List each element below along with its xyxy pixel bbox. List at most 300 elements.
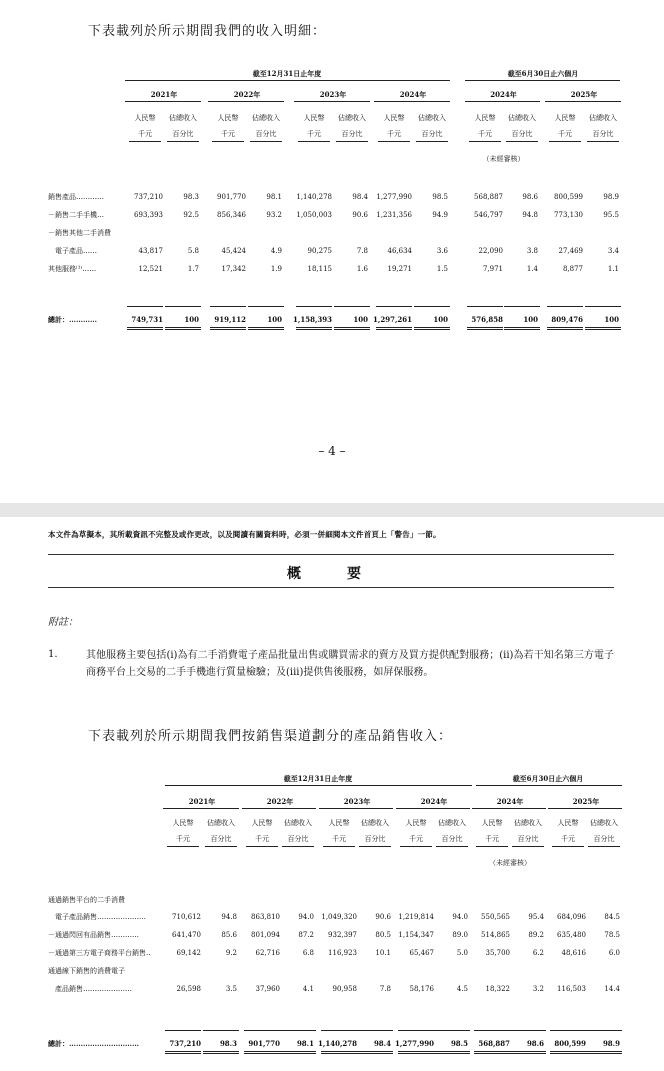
- document-page-4: [0, 0, 664, 503]
- total-double-rule: [321, 1051, 357, 1054]
- percent-unit-header: 百分比: [364, 835, 386, 843]
- total-double-rule: [550, 1051, 586, 1054]
- percent-unit-header: 百分比: [421, 130, 443, 138]
- percentage-column-header: 佔總收入: [508, 114, 536, 122]
- rmb-column-header: 人民幣: [405, 819, 427, 827]
- row-label: －通過第三方電子商務平台銷售‥: [48, 949, 151, 957]
- total-double-rule: [504, 327, 540, 330]
- table-cell: 1,050,003: [296, 211, 332, 219]
- row-label: 產品銷售…………………: [48, 985, 132, 993]
- rmb-column-header: 人民幣: [328, 819, 350, 827]
- rmb-column-header: 人民幣: [554, 114, 576, 122]
- row-label: －銷售二手手機…: [48, 211, 104, 219]
- column-header-rule: [588, 846, 620, 847]
- table-cell: 95.4: [528, 913, 544, 921]
- total-cell: 1,158,393: [293, 315, 332, 324]
- subtotal-rule: [165, 306, 201, 307]
- interim-period-rule: [476, 785, 622, 786]
- thousand-unit-header: 千元: [485, 835, 499, 843]
- thousand-unit-header: 千元: [478, 130, 492, 138]
- column-header-rule: [212, 141, 244, 142]
- table-cell: 550,565: [481, 913, 510, 921]
- subtotal-rule: [244, 1030, 280, 1031]
- thousand-unit-header: 千元: [332, 835, 346, 843]
- table-cell: 116,923: [328, 949, 357, 957]
- subtotal-rule: [248, 306, 284, 307]
- column-header-rule: [469, 141, 501, 142]
- percent-unit-header: 百分比: [511, 130, 533, 138]
- year-header: 2021年: [188, 797, 216, 806]
- table-cell: 8,877: [562, 265, 583, 273]
- percentage-column-header: 佔總收入: [169, 114, 197, 122]
- unaudited-note: （未經審核）: [489, 859, 531, 867]
- total-label: 總計：…………………………: [48, 1039, 139, 1048]
- percentage-column-header: 佔總收入: [207, 819, 235, 827]
- percent-unit-header: 百分比: [593, 835, 615, 843]
- table-cell: 1.5: [436, 265, 448, 273]
- percentage-column-header: 佔總收入: [284, 819, 312, 827]
- percentage-column-header: 佔總收入: [438, 819, 466, 827]
- section-title: 概 要: [287, 566, 377, 582]
- table-cell: 1.7: [187, 265, 199, 273]
- column-header-rule: [298, 141, 330, 142]
- total-cell: 98.9: [602, 1039, 620, 1048]
- total-cell: 749,731: [131, 315, 163, 324]
- table-cell: 7,971: [482, 265, 503, 273]
- column-header-rule: [167, 141, 199, 142]
- table-cell: 98.9: [603, 193, 619, 201]
- table-cell: 98.4: [352, 193, 368, 201]
- total-double-rule: [586, 1051, 622, 1054]
- table-cell: 901,770: [217, 193, 246, 201]
- table-cell: 92.5: [183, 211, 199, 219]
- row-label: 銷售產品…………: [48, 193, 104, 201]
- page-separator: [0, 503, 664, 517]
- percentage-column-header: 佔總收入: [338, 114, 366, 122]
- table-cell: 4.1: [302, 985, 314, 993]
- percent-unit-header: 百分比: [255, 130, 277, 138]
- year-header: 2022年: [266, 797, 294, 806]
- table-cell: 26,598: [176, 985, 201, 993]
- table-cell: 93.2: [266, 211, 282, 219]
- year-header: 2025年: [570, 90, 598, 99]
- total-double-rule: [296, 327, 332, 330]
- total-cell: 100: [267, 315, 282, 324]
- table-cell: 9.2: [225, 949, 237, 957]
- percentage-column-header: 佔總收入: [514, 819, 542, 827]
- total-double-rule: [280, 1051, 316, 1054]
- note-text: 其他服務主要包括(i)為有二手消費電子產品批量出售或購買需求的賣方及買方提供配對服務；(ii)為若干知名第三方電子商務平台上交易的二手手機進行質量檢驗；及(iii)提供售後服務，如屏保服務。: [86, 650, 614, 678]
- rmb-column-header: 人民幣: [481, 819, 503, 827]
- table-cell: 35,700: [485, 949, 510, 957]
- total-cell: 576,858: [471, 315, 503, 324]
- year-rule: [208, 101, 284, 102]
- total-double-rule: [203, 1051, 239, 1054]
- percentage-column-header: 佔總收入: [590, 819, 618, 827]
- year-rule: [548, 808, 622, 809]
- annual-period-header: 截至12月31日止年度: [252, 69, 322, 78]
- table-cell: 46,634: [387, 247, 412, 255]
- percent-unit-header: 百分比: [517, 835, 539, 843]
- thousand-unit-header: 千元: [138, 130, 152, 138]
- table-cell: 58,176: [409, 985, 434, 993]
- column-header-rule: [359, 846, 391, 847]
- table-cell: 1,219,814: [398, 913, 434, 921]
- year-header: 2022年: [233, 90, 261, 99]
- table-cell: 1.1: [607, 265, 619, 273]
- total-cell: 809,476: [551, 315, 583, 324]
- rmb-column-header: 人民幣: [134, 114, 156, 122]
- year-header: 2021年: [150, 90, 178, 99]
- channel-breakdown-intro: 下表載列於所示期間我們按銷售渠道劃分的產品銷售收入：: [88, 729, 453, 744]
- table-cell: 43,817: [138, 247, 163, 255]
- column-header-rule: [476, 846, 508, 847]
- draft-disclaimer: 本文件為草擬本，其所載資訊不完整及或作更改，以及閱讀有關資料時，必須一併細閱本文件首頁上「警告」一節。: [48, 530, 441, 539]
- column-header-rule: [246, 846, 278, 847]
- column-header-rule: [378, 141, 410, 142]
- row-label: －銷售其他二手消費: [48, 229, 111, 237]
- total-cell: 98.4: [373, 1039, 391, 1048]
- table-cell: 45,424: [221, 247, 246, 255]
- subtotal-rule: [585, 306, 621, 307]
- table-cell: 14.4: [604, 985, 620, 993]
- subtotal-rule: [210, 306, 246, 307]
- table-cell: 1,154,347: [398, 931, 434, 939]
- rmb-column-header: 人民幣: [172, 819, 194, 827]
- total-double-rule: [474, 1051, 510, 1054]
- table-cell: 18,322: [485, 985, 510, 993]
- table-cell: 65,467: [409, 949, 434, 957]
- table-cell: 863,810: [251, 913, 280, 921]
- table-cell: 1,049,320: [321, 913, 357, 921]
- column-header-rule: [416, 141, 448, 142]
- table-cell: 27,469: [558, 247, 583, 255]
- table-cell: 1.6: [356, 265, 368, 273]
- year-header: 2023年: [319, 90, 347, 99]
- table-cell: 4.9: [270, 247, 282, 255]
- column-header-rule: [129, 141, 161, 142]
- rmb-column-header: 人民幣: [383, 114, 405, 122]
- year-header: 2024年: [496, 797, 524, 806]
- percent-unit-header: 百分比: [592, 130, 614, 138]
- year-rule: [465, 101, 540, 102]
- subtotal-rule: [321, 1030, 357, 1031]
- table-cell: 546,797: [474, 211, 503, 219]
- total-double-rule: [357, 1051, 393, 1054]
- total-cell: 568,887: [478, 1039, 510, 1048]
- table-cell: 98.3: [183, 193, 199, 201]
- table-cell: 4.5: [456, 985, 468, 993]
- column-header-rule: [250, 141, 282, 142]
- table-cell: 90,958: [332, 985, 357, 993]
- table-cell: 62,716: [255, 949, 280, 957]
- annual-period-header: 截至12月31日止年度: [283, 774, 353, 783]
- table-cell: 87.2: [298, 931, 314, 939]
- annual-period-rule: [165, 785, 472, 786]
- column-header-rule: [167, 846, 199, 847]
- rmb-column-header: 人民幣: [557, 819, 579, 827]
- row-label: 電子產品……: [48, 247, 97, 255]
- thousand-unit-header: 千元: [387, 130, 401, 138]
- table-cell: 80.5: [375, 931, 391, 939]
- table-cell: 37,960: [255, 985, 280, 993]
- total-double-rule: [210, 327, 246, 330]
- table-cell: 12,521: [138, 265, 163, 273]
- row-label: －通過閃回有品銷售…………: [48, 931, 139, 939]
- table-cell: 98.5: [432, 193, 448, 201]
- percent-unit-header: 百分比: [287, 835, 309, 843]
- total-cell: 737,210: [169, 1039, 201, 1048]
- rmb-column-header: 人民幣: [251, 819, 273, 827]
- table-cell: 94.0: [298, 913, 314, 921]
- unaudited-note: （未經審核）: [482, 155, 525, 163]
- document-page-summary: [0, 517, 664, 1071]
- total-cell: 100: [604, 315, 619, 324]
- column-header-rule: [400, 846, 432, 847]
- total-cell: 1,140,278: [318, 1039, 357, 1048]
- table-cell: 801,094: [251, 931, 280, 939]
- total-cell: 98.1: [296, 1039, 314, 1048]
- subtotal-rule: [414, 306, 450, 307]
- table-cell: 7.8: [356, 247, 368, 255]
- table-cell: 5.0: [456, 949, 468, 957]
- table-cell: 18,115: [307, 265, 332, 273]
- percent-unit-header: 百分比: [441, 835, 463, 843]
- subtotal-rule: [165, 1030, 201, 1031]
- interim-period-rule: [465, 80, 620, 81]
- total-cell: 919,112: [214, 315, 246, 324]
- table-cell: 89.0: [452, 931, 468, 939]
- subtotal-rule: [547, 306, 583, 307]
- total-double-rule: [165, 1051, 201, 1054]
- table-cell: 514,865: [481, 931, 510, 939]
- total-double-rule: [165, 327, 201, 330]
- column-header-rule: [282, 846, 314, 847]
- subtotal-rule: [376, 306, 412, 307]
- row-label: 其他服務⁽¹⁾……: [48, 265, 97, 273]
- total-label: 總計：…………: [48, 315, 97, 324]
- table-cell: 5.8: [187, 247, 199, 255]
- table-cell: 116,503: [557, 985, 586, 993]
- subtotal-rule: [280, 1030, 316, 1031]
- interim-period-header: 截至6月30日止六個月: [507, 69, 579, 78]
- subtotal-rule: [334, 306, 370, 307]
- total-cell: 100: [353, 315, 368, 324]
- total-cell: 100: [433, 315, 448, 324]
- row-label: 通過銷售平台的二手消費: [48, 896, 125, 904]
- table-cell: 95.5: [603, 211, 619, 219]
- table-cell: 773,130: [554, 211, 583, 219]
- total-double-rule: [547, 327, 583, 330]
- percent-unit-header: 百分比: [172, 130, 194, 138]
- rmb-column-header: 人民幣: [217, 114, 239, 122]
- total-double-rule: [398, 1051, 434, 1054]
- table-cell: 17,342: [221, 265, 246, 273]
- column-header-rule: [205, 846, 237, 847]
- year-header: 2025年: [572, 797, 600, 806]
- percent-unit-header: 百分比: [341, 130, 363, 138]
- total-double-rule: [510, 1051, 546, 1054]
- subtotal-rule: [203, 1030, 239, 1031]
- year-rule: [545, 101, 621, 102]
- table-cell: 3.8: [526, 247, 538, 255]
- total-cell: 1,297,261: [373, 315, 412, 324]
- total-cell: 901,770: [248, 1039, 280, 1048]
- note-number: 1.: [48, 649, 58, 660]
- thousand-unit-header: 千元: [307, 130, 321, 138]
- subtotal-rule: [504, 306, 540, 307]
- table-cell: 94.0: [452, 913, 468, 921]
- subtotal-rule: [296, 306, 332, 307]
- table-cell: 90,275: [307, 247, 332, 255]
- table-cell: 84.5: [604, 913, 620, 921]
- percentage-column-header: 佔總收入: [589, 114, 617, 122]
- subtotal-rule: [550, 1030, 586, 1031]
- column-header-rule: [323, 846, 355, 847]
- table-cell: 69,142: [176, 949, 201, 957]
- subtotal-rule: [467, 306, 503, 307]
- thousand-unit-header: 千元: [558, 130, 572, 138]
- subtotal-rule: [357, 1030, 393, 1031]
- column-header-rule: [506, 141, 538, 142]
- table-cell: 6.2: [532, 949, 544, 957]
- total-cell: 1,277,990: [395, 1039, 434, 1048]
- table-cell: 1,231,356: [376, 211, 412, 219]
- column-header-rule: [552, 846, 584, 847]
- year-rule: [319, 808, 393, 809]
- rmb-column-header: 人民幣: [474, 114, 496, 122]
- total-double-rule: [248, 327, 284, 330]
- table-cell: 856,346: [217, 211, 246, 219]
- revenue-breakdown-intro: 下表載列於所示期間我們的收入明細：: [88, 24, 327, 39]
- thousand-unit-header: 千元: [221, 130, 235, 138]
- table-cell: 1,277,990: [376, 193, 412, 201]
- total-cell: 100: [184, 315, 199, 324]
- table-cell: 6.0: [608, 949, 620, 957]
- table-cell: 19,271: [387, 265, 412, 273]
- total-cell: 100: [523, 315, 538, 324]
- percentage-column-header: 佔總收入: [252, 114, 280, 122]
- table-cell: 94.9: [432, 211, 448, 219]
- table-cell: 693,393: [134, 211, 163, 219]
- total-double-rule: [414, 327, 450, 330]
- table-cell: 90.6: [375, 913, 391, 921]
- subtotal-rule: [586, 1030, 622, 1031]
- year-header: 2023年: [343, 797, 371, 806]
- subtotal-rule: [398, 1030, 434, 1031]
- rmb-column-header: 人民幣: [303, 114, 325, 122]
- total-double-rule: [334, 327, 370, 330]
- table-cell: 568,887: [474, 193, 503, 201]
- table-cell: 22,090: [478, 247, 503, 255]
- year-rule: [242, 808, 316, 809]
- table-cell: 3.2: [532, 985, 544, 993]
- column-header-rule: [336, 141, 368, 142]
- total-cell: 800,599: [554, 1039, 586, 1048]
- table-cell: 3.6: [436, 247, 448, 255]
- table-cell: 94.8: [221, 913, 237, 921]
- interim-period-header: 截至6月30日止六個月: [512, 774, 584, 783]
- subtotal-rule: [474, 1030, 510, 1031]
- total-cell: 98.6: [526, 1039, 544, 1048]
- row-label: 電子產品銷售…………………: [48, 913, 146, 921]
- table-cell: 90.6: [352, 211, 368, 219]
- total-cell: 98.3: [219, 1039, 237, 1048]
- subtotal-rule: [434, 1030, 470, 1031]
- year-header: 2024年: [420, 797, 448, 806]
- table-cell: 1,140,278: [296, 193, 332, 201]
- thousand-unit-header: 千元: [561, 835, 575, 843]
- column-header-rule: [436, 846, 468, 847]
- table-cell: 641,470: [172, 931, 201, 939]
- subtotal-rule: [127, 306, 163, 307]
- total-double-rule: [376, 327, 412, 330]
- column-header-rule: [587, 141, 619, 142]
- page-number: – 4 –: [318, 444, 346, 458]
- total-cell: 98.5: [450, 1039, 468, 1048]
- row-label: 通過線下銷售的消費電子: [48, 967, 125, 975]
- year-rule: [125, 101, 201, 102]
- table-cell: 800,599: [554, 193, 583, 201]
- table-cell: 3.5: [225, 985, 237, 993]
- table-cell: 3.4: [607, 247, 619, 255]
- table-cell: 1.9: [270, 265, 282, 273]
- table-cell: 635,480: [557, 931, 586, 939]
- percentage-column-header: 佔總收入: [418, 114, 446, 122]
- table-cell: 48,616: [561, 949, 586, 957]
- column-header-rule: [512, 846, 544, 847]
- year-rule: [396, 808, 470, 809]
- table-cell: 6.8: [302, 949, 314, 957]
- header-rule-bottom: [48, 587, 614, 588]
- year-rule: [163, 808, 239, 809]
- table-cell: 7.8: [379, 985, 391, 993]
- year-rule: [472, 808, 546, 809]
- header-rule-top: [48, 554, 614, 555]
- table-cell: 85.6: [221, 931, 237, 939]
- table-cell: 94.8: [522, 211, 538, 219]
- column-header-rule: [549, 141, 581, 142]
- table-cell: 98.1: [266, 193, 282, 201]
- percentage-column-header: 佔總收入: [361, 819, 389, 827]
- total-double-rule: [244, 1051, 280, 1054]
- thousand-unit-header: 千元: [176, 835, 190, 843]
- total-double-rule: [127, 327, 163, 330]
- notes-label: 附註：: [48, 617, 78, 628]
- year-header: 2024年: [399, 90, 427, 99]
- thousand-unit-header: 千元: [255, 835, 269, 843]
- annual-period-rule: [125, 80, 450, 81]
- table-cell: 737,210: [134, 193, 163, 201]
- year-header: 2024年: [490, 90, 517, 99]
- table-cell: 710,612: [172, 913, 201, 921]
- total-double-rule: [585, 327, 621, 330]
- table-cell: 78.5: [604, 931, 620, 939]
- table-cell: 932,397: [328, 931, 357, 939]
- year-rule: [294, 101, 370, 102]
- table-cell: 98.6: [522, 193, 538, 201]
- total-double-rule: [434, 1051, 470, 1054]
- table-cell: 1.4: [526, 265, 538, 273]
- table-cell: 684,096: [557, 913, 586, 921]
- percent-unit-header: 百分比: [210, 835, 232, 843]
- thousand-unit-header: 千元: [409, 835, 423, 843]
- year-rule: [374, 101, 450, 102]
- subtotal-rule: [510, 1030, 546, 1031]
- table-cell: 10.1: [375, 949, 391, 957]
- total-double-rule: [467, 327, 503, 330]
- table-cell: 89.2: [528, 931, 544, 939]
